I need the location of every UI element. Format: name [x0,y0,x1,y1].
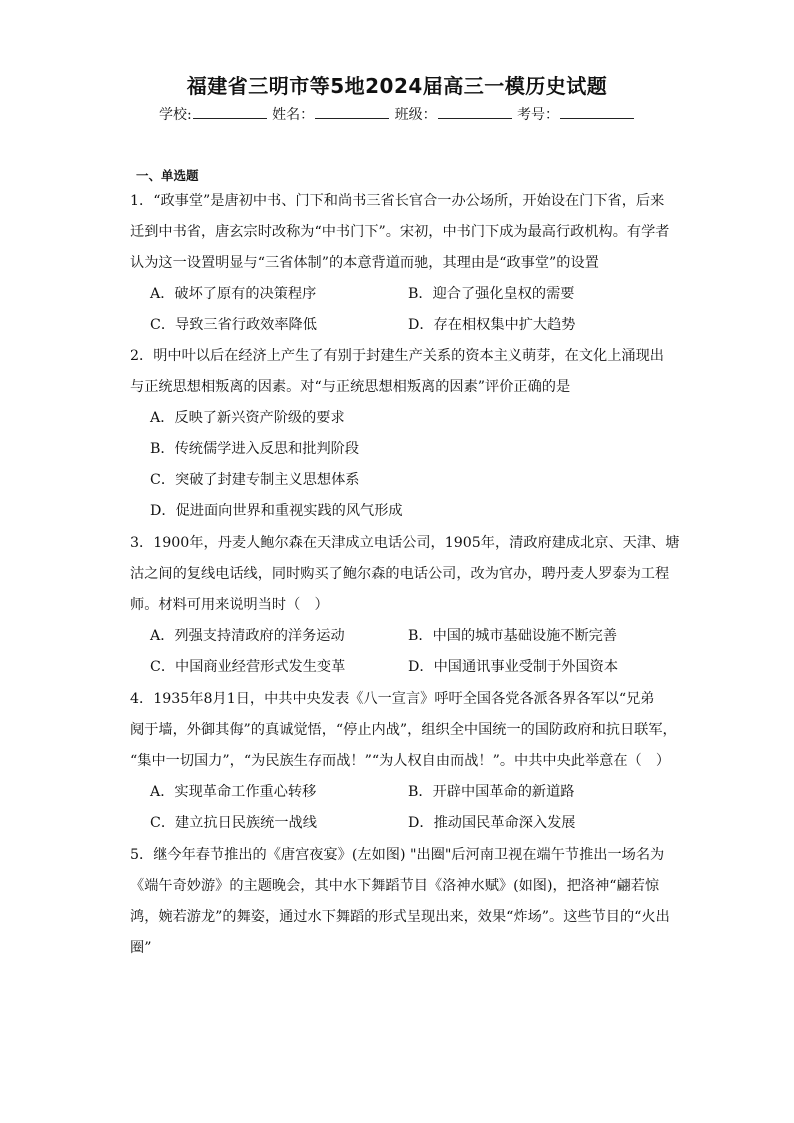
option-d[interactable]: D．推动国民革命深入发展 [408,815,576,831]
option-row [130,279,670,310]
question-line: 与正统思想相叛离的因素。对“与正统思想相叛离的因素”评价正确的是 [130,379,571,395]
option-row [130,621,670,652]
option-a[interactable]: A．列强支持清政府的洋务运动 [150,628,345,644]
question-line: 鸿，婉若游龙”的舞姿，通过水下舞蹈的形式呈现出来，效果“炸场”。这些节目的“火出 [130,909,670,925]
exam-title: 福建省三明市等5地2024届高三一模历史试题 [186,74,608,98]
option-d[interactable]: D．促进面向世界和重视实践的风气形成 [150,503,403,519]
option-c[interactable]: C．建立抗日民族统一战线 [150,815,317,831]
option-d[interactable]: D．中国通讯事业受制于外国资本 [408,659,619,675]
question-3 [130,528,680,683]
option-row [130,808,670,839]
question-line: 迁到中书省，唐玄宗时改称为“中书门下”。宋初，中书门下成为最高行政机构。有学者 [130,224,670,240]
question-line: 4．1935年8月1日，中共中央发表《八一宣言》呼吁全国各党各派各界各军以“兄弟 [130,691,655,707]
question-line: 5．继今年春节推出的《唐宫夜宴》(左如图) "出圈"后河南卫视在端午节推出一场名为 [130,847,665,863]
name-label: 姓名： [272,107,315,123]
school-label: 学校: [158,107,192,123]
option-a[interactable]: A．反映了新兴资产阶级的要求 [150,410,345,426]
option-d[interactable]: D．存在相权集中扩大趋势 [408,317,576,333]
question-line: 沽之间的复线电话线，同时购买了鲍尔森的电话公司，改为官办，聘丹麦人罗泰为工程 [130,566,670,582]
class-blank[interactable] [438,106,512,119]
name-blank[interactable] [315,106,389,119]
option-c[interactable]: C．中国商业经营形式发生变革 [150,659,346,675]
option-a[interactable]: A．破坏了原有的决策程序 [150,286,317,302]
question-line: 阋于墙，外御其侮”的真诚觉悟，“停止内战”，组织全中国统一的国防政府和抗日联军， [130,722,677,738]
student-info-line [0,104,794,124]
question-line: “集中一切国力”，“为民族生存而战！”“为人权自由而战！”。中共中央此举意在（ ） [130,753,671,769]
question-4 [130,684,677,839]
option-b[interactable]: B．开辟中国革命的新道路 [408,784,575,800]
option-row [130,310,670,341]
option-b[interactable]: B．中国的城市基础设施不断完善 [408,628,618,644]
option-b[interactable]: B．传统儒学进入反思和批判阶段 [150,441,360,457]
class-label: 班级： [394,107,437,123]
question-line: 圈” [130,940,152,956]
option-a[interactable]: A．实现革命工作重心转移 [150,784,317,800]
section-heading: 一、单选题 [136,168,199,183]
exam-no-label: 考号： [517,107,560,123]
option-row [130,652,670,683]
question-5 [130,840,670,964]
question-2 [130,341,670,527]
question-line: 认为这一设置明显与“三省体制”的本意背道而驰，其理由是“政事堂”的设置 [130,255,599,271]
question-1 [130,186,670,341]
option-c[interactable]: C．突破了封建专制主义思想体系 [150,472,360,488]
exam-no-blank[interactable] [560,106,634,119]
option-c[interactable]: C．导致三省行政效率降低 [150,317,317,333]
question-line: 《端午奇妙游》的主题晚会，其中水下舞蹈节目《洛神水赋》(如图)，把洛神“翩若惊 [130,878,660,894]
option-b[interactable]: B．迎合了强化皇权的需要 [408,286,575,302]
question-line: 3．1900年，丹麦人鲍尔森在天津成立电话公司，1905年，清政府建成北京、天津、塘 [130,535,680,551]
question-line: 2．明中叶以后在经济上产生了有别于封建生产关系的资本主义萌芽，在文化上涌现出 [130,348,664,364]
school-blank[interactable] [193,106,267,119]
question-line: 师。材料可用来说明当时（ ） [130,597,329,613]
question-line: 1．“政事堂”是唐初中书、门下和尚书三省长官合一办公场所，开始设在门下省，后来 [130,193,665,209]
option-row [130,777,670,808]
